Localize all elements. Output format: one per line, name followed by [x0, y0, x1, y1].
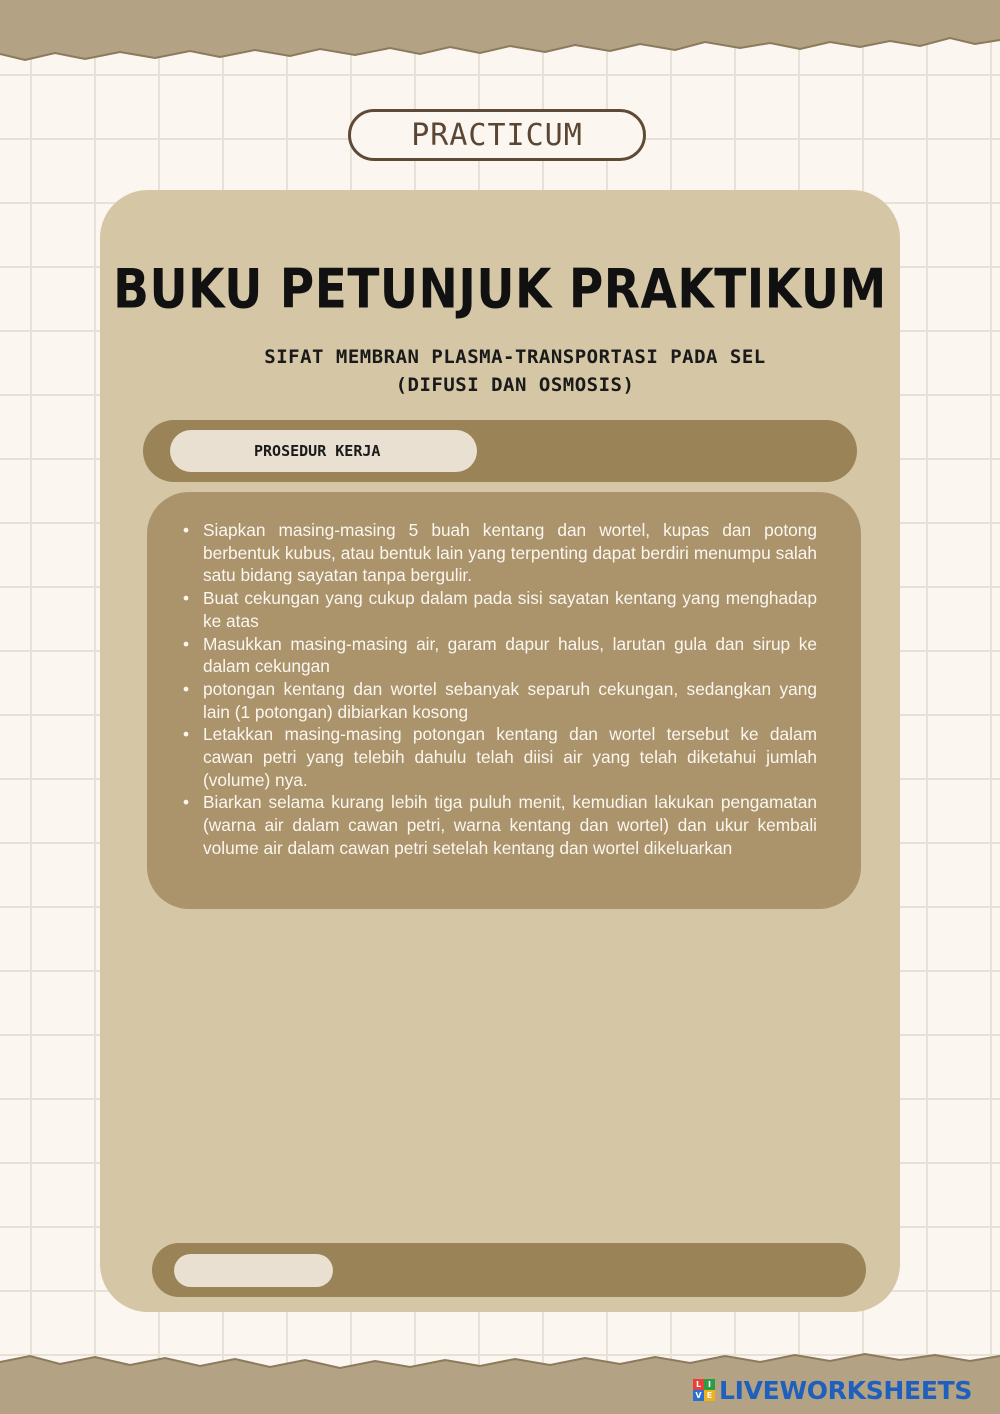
logo-letter: I — [704, 1379, 715, 1390]
liveworksheets-brand[interactable] — [693, 1374, 972, 1406]
procedure-step: • potongan kentang dan wortel sebanyak separuh cekungan, sedangkan yang lain (1 potongan) dibiarkan kosong — [183, 678, 817, 723]
page-title: BUKU PETUNJUK PRAKTIKUM — [113, 257, 887, 322]
procedure-step: • Letakkan masing-masing potongan kentang dan wortel tersebut ke dalam cawan petri yang telebih dahulu telah diisi air yang telah diketahui jumlah (volume) nya. — [183, 723, 817, 791]
page-subtitle — [230, 343, 800, 399]
subtitle-line-2: (DIFUSI DAN OSMOSIS) — [395, 374, 635, 396]
brand-name: LIVEWORKSHEETS — [719, 1375, 973, 1405]
practicum-badge: PRACTICUM — [348, 109, 646, 161]
procedure-step: • Biarkan selama kurang lebih tiga puluh menit, kemudian lakukan pengamatan (warna air dalam cawan petri, warna kentang dan wortel) dan ukur kembali volume air dalam cawan petri setelah kentang dan wortel dikeluarkan — [183, 791, 817, 859]
procedure-step: • Siapkan masing-masing 5 buah kentang dan wortel, kupas dan potong berbentuk kubus, atau bentuk lain yang terpenting dapat berdiri menumpu salah satu bidang sayatan tanpa bergulir. — [183, 519, 817, 587]
procedure-list — [183, 519, 817, 860]
logo-letter: E — [704, 1390, 715, 1401]
subtitle-line-1: SIFAT MEMBRAN PLASMA-TRANSPORTASI PADA SEL — [264, 346, 766, 368]
section-label: PROSEDUR KERJA — [170, 430, 477, 472]
logo-letter: V — [693, 1390, 704, 1401]
footer-pill — [174, 1254, 333, 1287]
logo-letter: L — [693, 1379, 704, 1390]
procedure-step: • Masukkan masing-masing air, garam dapur halus, larutan gula dan sirup ke dalam cekungan — [183, 633, 817, 678]
torn-paper-top — [0, 0, 1000, 62]
procedure-step: • Buat cekungan yang cukup dalam pada sisi sayatan kentang yang menghadap ke atas — [183, 587, 817, 632]
liveworksheets-logo-icon — [693, 1379, 715, 1401]
